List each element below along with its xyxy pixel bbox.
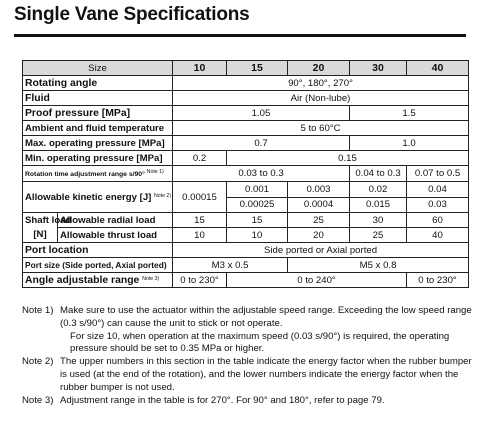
note-2-key: Note 2) — [22, 356, 54, 368]
note-2 — [22, 356, 472, 394]
kinetic-energy-note-ref: Note 2) — [154, 193, 172, 199]
kinetic-energy-upper-20: 0.003 — [288, 182, 350, 198]
thrust-load-10: 10 — [173, 228, 227, 243]
radial-load-20: 25 — [288, 213, 350, 228]
note-1 — [22, 305, 472, 356]
kinetic-energy-upper-40: 0.04 — [407, 182, 469, 198]
proof-pressure-row — [23, 106, 469, 121]
angle-range-row — [23, 273, 469, 288]
port-size-label: Port size (Side ported, Axial ported) — [23, 258, 173, 273]
port-size-value-large: M5 x 0.8 — [288, 258, 469, 273]
rotation-time-label: Rotation time adjustment range s/90° $^{Note 1)}$ — [23, 166, 173, 182]
ambient-temperature-value: 5 to 60°C — [173, 121, 469, 136]
note-2-text: The upper numbers in this section in the table indicate the energy factor when the rubber bumper is used (at the end of the rotation), and the lower numbers indicate the energy factor when the rubber bumper is not used. — [60, 356, 472, 393]
min-pressure-value-10: 0.2 — [173, 151, 227, 166]
kinetic-energy-value-10: 0.00015 — [173, 182, 227, 213]
shaft-load-label: Shaft load [N] — [23, 213, 58, 243]
note-1-key: Note 1) — [22, 305, 54, 316]
note-3-key: Note 3) — [22, 394, 54, 406]
angle-range-label: Angle adjustable range $^{Note 3)}$ — [23, 273, 173, 288]
radial-load-10: 15 — [173, 213, 227, 228]
port-size-row — [23, 258, 469, 273]
port-location-row — [23, 243, 469, 258]
kinetic-energy-lower-30: 0.015 — [350, 197, 407, 213]
max-pressure-label: Max. operating pressure [MPa] — [23, 136, 173, 151]
kinetic-energy-upper-15: 0.001 — [227, 182, 288, 198]
size-header: Size — [23, 61, 173, 76]
note-3-text: Adjustment range in the table is for 270°. For 90° and 180°, refer to page 79. — [60, 394, 385, 406]
notes-section — [22, 305, 472, 407]
page-title: Single Vane Specifications — [14, 4, 250, 25]
kinetic-energy-lower-15: 0.00025 — [227, 197, 288, 213]
rotation-time-note-ref: Note 1) — [146, 169, 164, 175]
radial-load-15: 15 — [227, 213, 288, 228]
thrust-load-30: 25 — [350, 228, 407, 243]
rotating-angle-value: 90°, 180°, 270° — [173, 76, 469, 91]
size-10-header: 10 — [173, 61, 227, 76]
header-row — [23, 61, 469, 76]
proof-pressure-value-large: 1.5 — [350, 106, 469, 121]
spec-table — [22, 60, 469, 288]
ambient-temperature-label: Ambient and fluid temperature — [23, 121, 173, 136]
thrust-load-row — [23, 228, 469, 243]
ambient-temperature-row — [23, 121, 469, 136]
max-pressure-value-large: 1.0 — [350, 136, 469, 151]
max-pressure-row — [23, 136, 469, 151]
angle-range-value-mid: 0 to 240° — [227, 273, 407, 288]
thrust-load-40: 40 — [407, 228, 469, 243]
kinetic-energy-lower-40: 0.03 — [407, 197, 469, 213]
fluid-label: Fluid — [23, 91, 173, 106]
title-underline — [14, 34, 466, 37]
radial-load-label: Allowable radial load — [58, 213, 173, 228]
fluid-row — [23, 91, 469, 106]
rotation-time-row — [23, 166, 469, 182]
min-pressure-label: Min. operating pressure [MPa] — [23, 151, 173, 166]
max-pressure-value-small: 0.7 — [173, 136, 350, 151]
thrust-load-label: Allowable thrust load — [58, 228, 173, 243]
rotation-time-value-40: 0.07 to 0.5 — [407, 166, 469, 182]
size-40-header: 40 — [407, 61, 469, 76]
kinetic-energy-row-upper — [23, 182, 469, 198]
port-location-label: Port location — [23, 243, 173, 258]
thrust-load-15: 10 — [227, 228, 288, 243]
size-15-header: 15 — [227, 61, 288, 76]
note-3 — [22, 395, 472, 408]
size-30-header: 30 — [350, 61, 407, 76]
rotation-time-value-small: 0.03 to 0.3 — [173, 166, 350, 182]
note-1-text: Make sure to use the actuator within the adjustable speed range. Exceeding the low speed range (0.3 s/90°) can cause the unit to stick or not operate. — [60, 305, 472, 329]
radial-load-40: 60 — [407, 213, 469, 228]
proof-pressure-label: Proof pressure [MPa] — [23, 106, 173, 121]
angle-range-value-10: 0 to 230° — [173, 273, 227, 288]
port-location-value: Side ported or Axial ported — [173, 243, 469, 258]
min-pressure-row — [23, 151, 469, 166]
size-20-header: 20 — [288, 61, 350, 76]
fluid-value: Air (Non-lube) — [173, 91, 469, 106]
radial-load-30: 30 — [350, 213, 407, 228]
port-size-value-small: M3 x 0.5 — [173, 258, 288, 273]
proof-pressure-value-small: 1.05 — [173, 106, 350, 121]
kinetic-energy-upper-30: 0.02 — [350, 182, 407, 198]
rotating-angle-label: Rotating angle — [23, 76, 173, 91]
thrust-load-20: 20 — [288, 228, 350, 243]
angle-range-note-ref: Note 3) — [142, 276, 160, 282]
rotating-angle-row — [23, 76, 469, 91]
rotation-time-value-30: 0.04 to 0.3 — [350, 166, 407, 182]
note-1-text-2: For size 10, when operation at the maximum speed (0.03 s/90°) is required, the operating pressure should be set to 0.35 MPa or higher. — [70, 330, 450, 355]
min-pressure-value-others: 0.15 — [227, 151, 469, 166]
kinetic-energy-label: Allowable kinetic energy [J] $^{Note 2)}$ — [23, 182, 173, 213]
radial-load-row — [23, 213, 469, 228]
angle-range-value-40: 0 to 230° — [407, 273, 469, 288]
kinetic-energy-lower-20: 0.0004 — [288, 197, 350, 213]
